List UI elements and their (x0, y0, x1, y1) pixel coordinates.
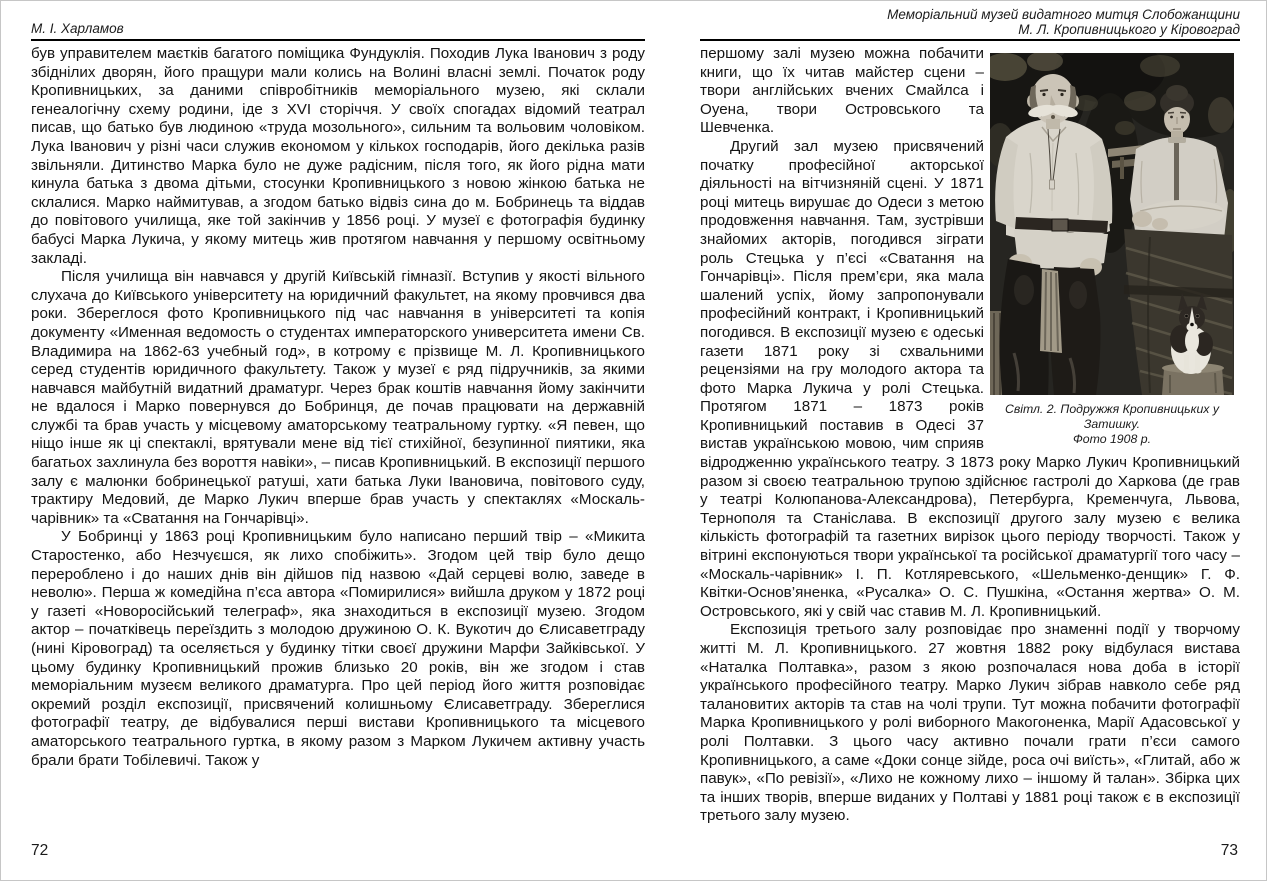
photo-kropyvnytsky-couple (990, 53, 1234, 395)
photo-caption (990, 402, 1234, 447)
running-head-author: М. І. Харламов (31, 21, 124, 36)
page-number-right: 73 (1220, 842, 1238, 859)
paragraph: Другий зал музею присвячений початку професійної акторської діяльності на вітчизняній сцені. У 1871 році митець вирушає до Одеси з метою продовження навчання. Там, зустрівши знайомих акторів, погодився зіграти роль Стецька у п’єсі «Сватання на Гончарівці». Після прем’єри, яка мала шалений успіх, йому запропонували професійний контракт, і Кропивницький погодився. В експозиції музею є одеські газети 1871 року зі схвальними рецензіями на гру молодого актора та фото Марка Лукича у ролі Стецька. Протягом 1871 – 1873 років Кропивницький поставив в Одесі 37 вистав українською мовою, чим сприяв відродженню українського театру. З 1873 року Марко Лукич Кропивницький разом зі своєю театральною трупою здійснює гастролі до Харкова (де грав у театрі Колюпанова-Александрова), Петербурга, Кременчуга, Львова, Тернополя та Станіслава. В експозиції другого залу музею є велика кількість фотографій та газетних вирізок цього періоду творчості. Також у вітрині експонуються твори української та російської драматургії того часу – «Москаль-чарівник» І. П. Котляревського, «Шельменко-денщик» Г. Ф. Квітки-Основ’яненка, «Русалка» О. С. Пушкіна, «Остання жертва» О. М. Островського, які у свій час ставив М. Л. Кропивницький. (700, 137, 1240, 620)
running-head-title-line1: Меморіальний музей видатного митця Слобожанщини (887, 7, 1240, 22)
running-head-title-line2: М. Л. Кропивницького у Кіровоград (1018, 22, 1240, 37)
header-rule-right (700, 39, 1240, 41)
paragraph: Експозиція третього залу розповідає про знаменні події у творчому житті М. Л. Кропивницького. 27 жовтня 1882 року відбулася вистава «Наталка Полтавка», разом з якою розпочалася нова доба в історії українського професійного театру. Марко Лукич зібрав навколо себе ряд талановитих акторів та став на чолі трупи. Тут можна побачити фотографії Марка Кропивницького у ролі виборного Макогоненка, Марії Адасовської у ролі Полтавки. З цього часу активно почали грати п’єси самого Кропивницького, а саме «Доки сонце зійде, роса очі виїсть», «Глитай, або ж павук», «По ревізії», «Лихо не кожному лихо – іншому й талан». Збірка цих та інших творів, вперше виданих у Полтаві у 1881 році також є в експозиції третього залу музею. (700, 621, 1240, 825)
page-right (700, 0, 1240, 881)
photo-figure (990, 53, 1240, 447)
header-rule-left (31, 39, 645, 41)
running-head-title (700, 7, 1240, 37)
photo-caption-line1: Світл. 2. Подружжя Кропивницьких у Затишку. (1004, 402, 1220, 431)
paragraph: Після училища він навчався у другій Київській гімназії. Вступив у якості вільного слухача до Київського університету на юридичний факультет, на якому провчився два роки. Збереглося фото Кропивницького під час навчання в університеті та копія документу «Именная ведомость о студентах императорского университета имени Св. Владимира на 1862-63 учебный год», в котрому є прізвище М. Л. Кропивницького серед студентів юридичного факультету. Також у музеї є ряд підручників, за якими навчався майбутній видатний драматург. Через брак коштів навчання йому закінчити не вдалося і Марко повернувся до Бобринця, де почав працювати на державній службі та брав участь у місцевому аматорському театральному гуртку. «Я певен, що ніщо інше як ці спектаклі, врятували мене від тієї стихійної, безупинної пиятики, яка багатьох захлинула без вороття навіки», – писав Кропивницький. В експозиції першого залу є малюнки бобринецької ратуші, хати батька Луки Івановича, повітового суду, трактиру Медовий, де Марко Лукич вперше брав участь у спектаклях «Москаль-чарівник» та «Сватання на Гончарівці». (31, 268, 645, 527)
page-number-left: 72 (31, 842, 49, 859)
paragraph: першому залі музею можна побачити книги, що їх читав майстер сцени – твори англійських вчених Смайлса і Оуена, твори Островського та Шевченка. (700, 45, 984, 137)
left-page-body (31, 45, 645, 770)
photo-caption-line2: Фото 1908 р. (1072, 432, 1151, 446)
paragraph: У Бобринці у 1863 році Кропивницьким було написано перший твір – «Микита Старостенко, або Незчуєшся, як лихо спобіжить». Згодом цей твір було дещо перероблено і до наших днів він дійшов під назвою «Дай серцеві волю, заведе в неволю». Перша ж комедійна п’єса автора «Помирилися» вийшла друком у 1872 році у газеті «Новоросійський телеграф», яка знаходиться в експозиції музею. Згодом актор – початківець переїздить з молодою дружиною О. К. Вукотич до Єлисаветграду (нині Кіровоград) та оселяється у будинку тітки своєї дружини Марфи Зайківської. У цьому будинку Кропивницький прожив близько 20 років, він же згодом і став меморіальним музеєм великого драматурга. Про цей період його життя розповідає окремий розділ експозиції, присвячений колишньому Єлисаветграду. Збереглися фотографії театру, де відбувалися перші вистави Кропивницького та місцевого аматорського театрального гуртка, в якому разом з Марком Лукичем активну участь брали брати Тобілевичі. Також у (31, 528, 645, 769)
right-page-body (700, 45, 1240, 826)
page-left (31, 0, 645, 881)
paragraph: був управителем маєтків багатого поміщика Фундуклія. Походив Лука Іванович з роду збіднілих дворян, його пращури мали колись на Волині власні землі. Початок роду Кропивницьких, за даними співробітників меморіального музею, які склали генеалогічну схему родини, іде з XVI сторіччя. У своїх спогадах відомий театрал писав, що батько був людиною «труда мозольного», сильним та вольовим чоловіком. Лука Іванович у різні часи служив економом у кількох господарів, його декілька разів звільняли. Дитинство Марка було не дуже радісним, після того, як його рідна мати кинула батька з двома дітьми, стосунки Кропивницького з новою жінкою батька не склалися. Марко наймитував, а згодом батько відвіз сина до м. Бобринець та віддав до повітового училища, яке той закінчив у 1856 році. У музеї є фотографія будинку бабусі Марка Лукича, у якому митець жив протягом навчання у першому освітньому закладі. (31, 45, 645, 267)
